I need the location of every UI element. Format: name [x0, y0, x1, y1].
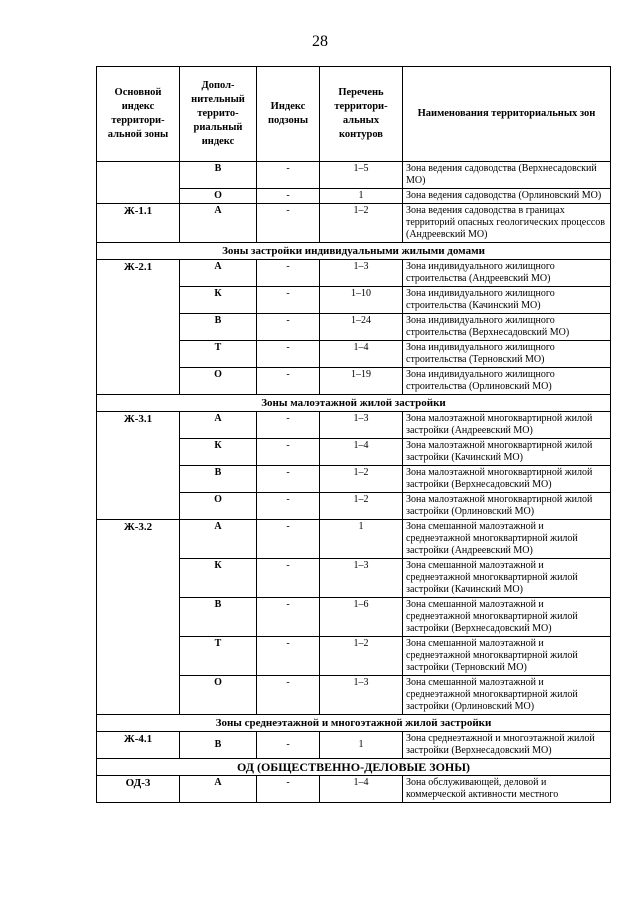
table-row	[97, 732, 611, 759]
zone-name-cell: Зона ведения садоводства в границах территорий опасных геологических процессов (Андреевский МО)	[403, 204, 611, 243]
header-subzone-index: Индекс подзоны	[257, 67, 320, 162]
contours-cell: 1	[320, 189, 403, 204]
subzone-index-cell: -	[257, 260, 320, 287]
contours-cell: 1–2	[320, 493, 403, 520]
additional-index-cell: А	[180, 776, 257, 803]
additional-index-cell: О	[180, 368, 257, 395]
contours-cell: 1–2	[320, 637, 403, 676]
zone-name-cell: Зона смешанной малоэтажной и среднеэтажной многоквартирной жилой застройки (Качинский МО)	[403, 559, 611, 598]
zone-name-cell: Зона малоэтажной многоквартирной жилой застройки (Орлиновский МО)	[403, 493, 611, 520]
additional-index-cell: В	[180, 466, 257, 493]
zone-name-cell: Зона малоэтажной многоквартирной жилой застройки (Качинский МО)	[403, 439, 611, 466]
additional-index-cell: В	[180, 732, 257, 759]
zone-name-cell: Зона индивидуального жилищного строительства (Орлиновский МО)	[403, 368, 611, 395]
main-index-cell: Ж-1.1	[97, 204, 180, 243]
zone-name-cell: Зона индивидуального жилищного строительства (Качинский МО)	[403, 287, 611, 314]
subzone-index-cell: -	[257, 412, 320, 439]
contours-cell: 1–4	[320, 439, 403, 466]
zone-name-cell: Зона индивидуального жилищного строительства (Верхнесадовский МО)	[403, 314, 611, 341]
section-title: ОД (ОБЩЕСТВЕННО-ДЕЛОВЫЕ ЗОНЫ)	[97, 759, 611, 776]
zone-name-cell: Зона смешанной малоэтажной и среднеэтажной многоквартирной жилой застройки (Орлиновский МО)	[403, 676, 611, 715]
table-row	[97, 260, 611, 287]
subzone-index-cell: -	[257, 439, 320, 466]
subzone-index-cell: -	[257, 776, 320, 803]
table-header-row	[97, 67, 611, 162]
contours-cell: 1–19	[320, 368, 403, 395]
additional-index-cell: О	[180, 676, 257, 715]
main-index-cell: ОД-3	[97, 776, 180, 803]
main-index-cell: Ж-3.2	[97, 520, 180, 715]
subzone-index-cell: -	[257, 314, 320, 341]
additional-index-cell: А	[180, 260, 257, 287]
contours-cell: 1–4	[320, 341, 403, 368]
table-row	[97, 776, 611, 803]
zone-name-cell: Зона малоэтажной многоквартирной жилой застройки (Верхнесадовский МО)	[403, 466, 611, 493]
contours-cell: 1–2	[320, 204, 403, 243]
header-main-index: Основной индекс территори-альной зоны	[97, 67, 180, 162]
zone-name-cell: Зона ведения садоводства (Орлиновский МО)	[403, 189, 611, 204]
section-row	[97, 759, 611, 776]
contours-cell: 1	[320, 520, 403, 559]
contours-cell: 1–6	[320, 598, 403, 637]
contours-cell: 1–3	[320, 676, 403, 715]
main-index-cell: Ж-4.1	[97, 732, 180, 759]
main-index-cell	[97, 162, 180, 204]
subzone-index-cell: -	[257, 287, 320, 314]
contours-cell: 1–10	[320, 287, 403, 314]
zone-name-cell: Зона индивидуального жилищного строительства (Терновский МО)	[403, 341, 611, 368]
subzone-index-cell: -	[257, 204, 320, 243]
additional-index-cell: К	[180, 287, 257, 314]
table-row	[97, 162, 611, 189]
additional-index-cell: В	[180, 314, 257, 341]
zones-table	[96, 66, 611, 803]
zone-name-cell: Зона смешанной малоэтажной и среднеэтажной многоквартирной жилой застройки (Андреевский МО)	[403, 520, 611, 559]
subzone-index-cell: -	[257, 637, 320, 676]
contours-cell: 1–24	[320, 314, 403, 341]
subzone-index-cell: -	[257, 732, 320, 759]
subzone-index-cell: -	[257, 466, 320, 493]
additional-index-cell: В	[180, 162, 257, 189]
zone-name-cell: Зона смешанной малоэтажной и среднеэтажной многоквартирной жилой застройки (Терновский МО)	[403, 637, 611, 676]
additional-index-cell: А	[180, 520, 257, 559]
section-title: Зоны среднеэтажной и многоэтажной жилой застройки	[97, 715, 611, 732]
zone-name-cell: Зона смешанной малоэтажной и среднеэтажной многоквартирной жилой застройки (Верхнесадовский МО)	[403, 598, 611, 637]
main-index-cell: Ж-2.1	[97, 260, 180, 395]
section-title: Зоны застройки индивидуальными жилыми домами	[97, 243, 611, 260]
zone-name-cell: Зона обслуживающей, деловой и коммерческой активности местного	[403, 776, 611, 803]
contours-cell: 1–4	[320, 776, 403, 803]
additional-index-cell: О	[180, 189, 257, 204]
subzone-index-cell: -	[257, 368, 320, 395]
main-index-cell: Ж-3.1	[97, 412, 180, 520]
additional-index-cell: А	[180, 204, 257, 243]
header-additional-index: Допол-нительный террито-риальный индекс	[180, 67, 257, 162]
subzone-index-cell: -	[257, 598, 320, 637]
additional-index-cell: Т	[180, 637, 257, 676]
section-row	[97, 395, 611, 412]
subzone-index-cell: -	[257, 493, 320, 520]
section-row	[97, 715, 611, 732]
subzone-index-cell: -	[257, 162, 320, 189]
table-row	[97, 204, 611, 243]
section-row	[97, 243, 611, 260]
contours-cell: 1–5	[320, 162, 403, 189]
zone-name-cell: Зона ведения садоводства (Верхнесадовский МО)	[403, 162, 611, 189]
header-contours-list: Перечень территори-альных контуров	[320, 67, 403, 162]
header-zone-names: Наименования территориальных зон	[403, 67, 611, 162]
zone-name-cell: Зона среднеэтажной и многоэтажной жилой застройки (Верхнесадовский МО)	[403, 732, 611, 759]
subzone-index-cell: -	[257, 189, 320, 204]
zone-name-cell: Зона индивидуального жилищного строительства (Андреевский МО)	[403, 260, 611, 287]
contours-cell: 1–3	[320, 412, 403, 439]
contours-cell: 1–3	[320, 559, 403, 598]
additional-index-cell: А	[180, 412, 257, 439]
contours-cell: 1	[320, 732, 403, 759]
section-title: Зоны малоэтажной жилой застройки	[97, 395, 611, 412]
additional-index-cell: К	[180, 439, 257, 466]
page-number: 28	[312, 33, 328, 50]
contours-cell: 1–2	[320, 466, 403, 493]
additional-index-cell: О	[180, 493, 257, 520]
table-row	[97, 520, 611, 559]
contours-cell: 1–3	[320, 260, 403, 287]
subzone-index-cell: -	[257, 559, 320, 598]
additional-index-cell: В	[180, 598, 257, 637]
table-row	[97, 412, 611, 439]
subzone-index-cell: -	[257, 520, 320, 559]
additional-index-cell: К	[180, 559, 257, 598]
subzone-index-cell: -	[257, 676, 320, 715]
subzone-index-cell: -	[257, 341, 320, 368]
additional-index-cell: Т	[180, 341, 257, 368]
zone-name-cell: Зона малоэтажной многоквартирной жилой застройки (Андреевский МО)	[403, 412, 611, 439]
